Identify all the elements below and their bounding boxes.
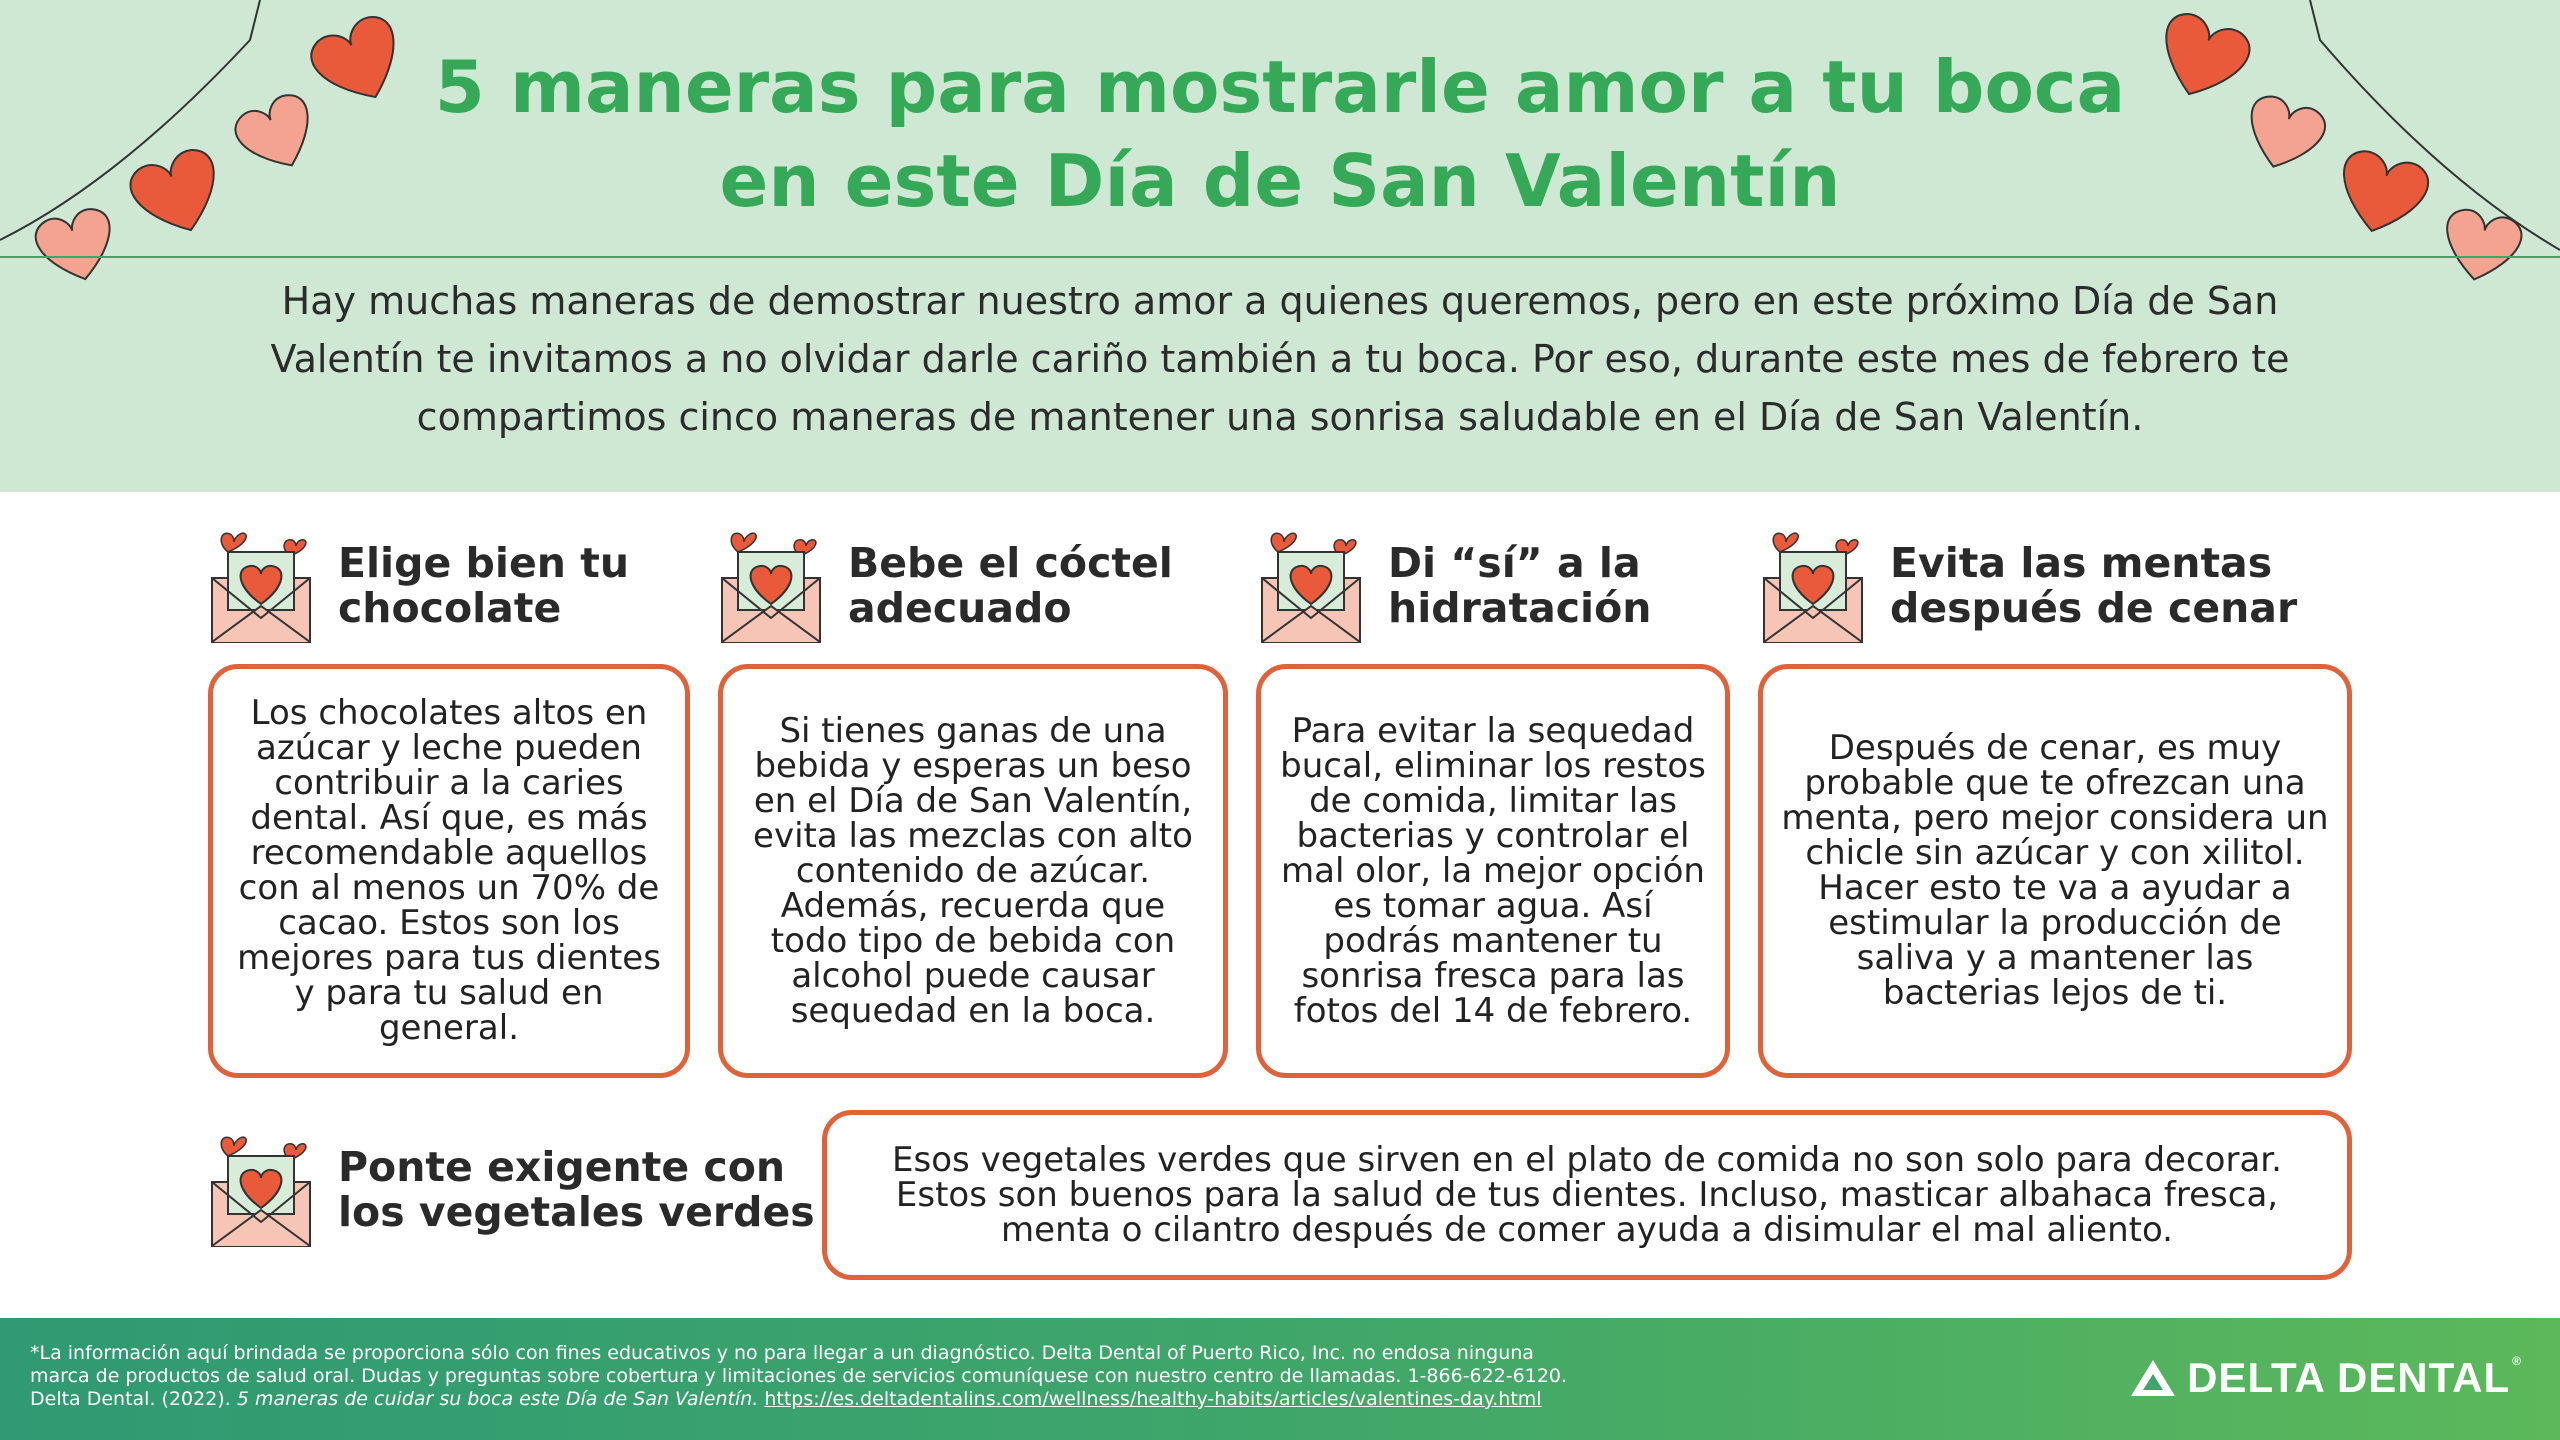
tip-body-cocktail: Si tienes ganas de una bebida y esperas un beso en el Día de San Valentín, evita las mezclas con alto contenido de azúcar. Además, recuerda que todo tipo de bebida con alcohol puede causar sequedad en la boca. <box>718 664 1228 1078</box>
disclaimer-text <box>30 1342 1790 1411</box>
tip-header-mints <box>1758 526 2297 646</box>
tip-title-line: Bebe el cóctel <box>848 539 1173 587</box>
tip-body-chocolate: Los chocolates altos en azúcar y leche pueden contribuir a la caries dental. Así que, es más recomendable aquellos con al menos un 70% de cacao. Estos son los mejores para tus dientes y para tu salud en general. <box>208 664 690 1078</box>
tip-title <box>1388 541 1651 631</box>
heart-icon <box>2330 147 2432 242</box>
tip-header-hydration <box>1256 526 1651 646</box>
reference-title: 5 maneras de cuidar su boca este Día de San Valentín. <box>236 1388 759 1410</box>
love-letter-icon <box>1256 526 1366 646</box>
tip-title-line: después de cenar <box>1890 584 2298 632</box>
logo-text <box>2187 1354 2522 1402</box>
tip-body-vegetables: Esos vegetales verdes que sirven en el plato de comida no son solo para decorar. Estos son buenos para la salud de tus dientes. Incluso, masticar albahaca fresca, menta o cilantro después de comer ayuda a disimular el mal aliento. <box>822 1110 2352 1280</box>
delta-triangle-icon <box>2129 1358 2177 1398</box>
tip-body-mints: Después de cenar, es muy probable que te ofrezcan una menta, pero mejor considera un chicle sin azúcar y con xilitol. Hacer esto te va a ayudar a estimular la producción de saliva y a mantener las bacterias lejos de ti. <box>1758 664 2352 1078</box>
header-divider <box>0 256 2560 258</box>
disclaimer-line: marca de productos de salud oral. Dudas y preguntas sobre cobertura y limitaciones de servicios comuníquese con nuestro centro de llamadas. 1-866-622-6120. <box>30 1365 1568 1387</box>
tip-title <box>848 541 1173 631</box>
love-letter-icon <box>716 526 826 646</box>
tip-title-line: hidratación <box>1388 584 1652 632</box>
tip-title <box>338 1145 815 1235</box>
heart-icon <box>125 144 231 244</box>
delta-dental-logo <box>2129 1354 2522 1402</box>
reference-link[interactable]: https://es.deltadentalins.com/wellness/healthy-habits/articles/valentines-day.html <box>764 1388 1542 1410</box>
heart-icon <box>32 205 122 289</box>
reference-prefix: Delta Dental. (2022). <box>30 1388 237 1410</box>
tip-title-line: Evita las mentas <box>1890 539 2273 587</box>
tip-header-vegetables <box>206 1130 815 1250</box>
reference-line <box>30 1388 1790 1411</box>
tip-title-line: chocolate <box>338 584 562 632</box>
love-letter-icon <box>206 526 316 646</box>
love-letter-icon <box>206 1130 316 1250</box>
logo-wordmark: DELTA DENTAL <box>2187 1354 2511 1401</box>
tip-title-line: adecuado <box>848 584 1072 632</box>
tip-title-line: los vegetales verdes <box>338 1188 815 1236</box>
tip-body-hydration: Para evitar la sequedad bucal, eliminar los restos de comida, limitar las bacterias y controlar el mal olor, la mejor opción es tomar agua. Así podrás mantener tu sonrisa fresca para las fotos del 14 de febrero. <box>1256 664 1730 1078</box>
tip-title <box>1890 541 2297 631</box>
tip-title-line: Di “sí” a la <box>1388 539 1641 587</box>
title-line-2: en este Día de San Valentín <box>719 139 1841 223</box>
tip-title-line: Ponte exigente con <box>338 1143 786 1191</box>
tip-title <box>338 541 629 631</box>
footer-bar <box>0 1318 2560 1440</box>
tip-title-line: Elige bien tu <box>338 539 630 587</box>
intro-paragraph: Hay muchas maneras de demostrar nuestro amor a quienes queremos, pero en este próximo Día de San Valentín te invitamos a no olvidar darle cariño también a tu boca. Por eso, durante este mes de febrero te compartimos cinco maneras de mantener una sonrisa saludable en el Día de San Valentín. <box>270 279 2290 439</box>
registered-mark: ® <box>2512 1354 2522 1368</box>
tip-header-chocolate <box>206 526 629 646</box>
title-line-1: 5 maneras para mostrarle amor a tu boca <box>434 45 2126 129</box>
disclaimer-line: *La información aquí brindada se proporciona sólo con fines educativos y no para llegar a un diagnóstico. Delta Dental of Puerto Rico, Inc. no endosa ninguna <box>30 1342 1534 1364</box>
page-title <box>300 40 2260 228</box>
love-letter-icon <box>1758 526 1868 646</box>
tip-header-cocktail <box>716 526 1173 646</box>
header-banner <box>0 0 2560 492</box>
